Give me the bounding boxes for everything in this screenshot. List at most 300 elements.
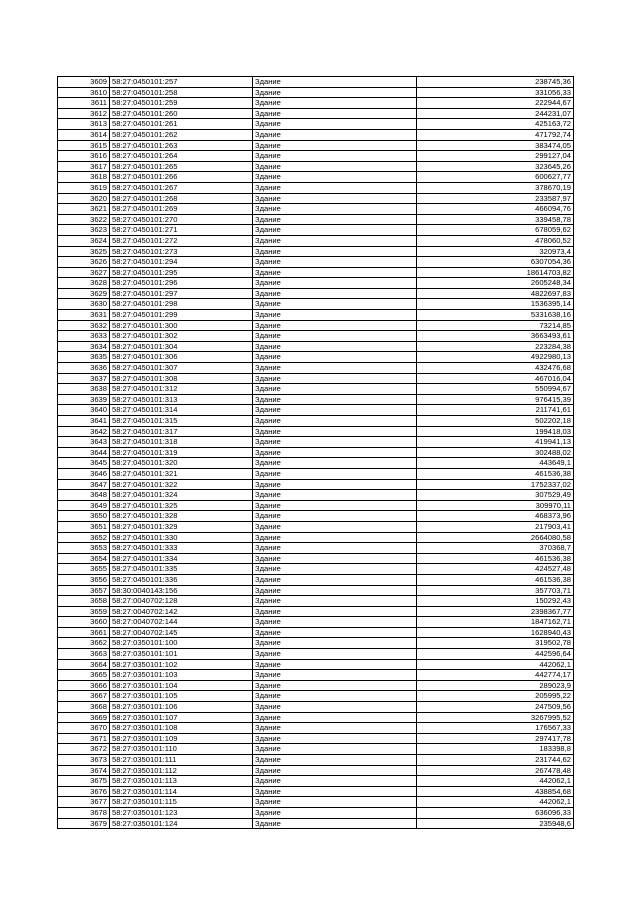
row-number: 3677 bbox=[58, 797, 110, 808]
row-number: 3652 bbox=[58, 532, 110, 543]
object-type: Здание bbox=[253, 288, 417, 299]
table-row bbox=[58, 500, 574, 511]
cadastral-number: 58:27:0450101:269 bbox=[110, 204, 253, 215]
cadastral-number: 58:27:0350101:102 bbox=[110, 659, 253, 670]
cadastral-value: 425163,72 bbox=[417, 119, 574, 130]
table-row bbox=[58, 733, 574, 744]
table-row bbox=[58, 182, 574, 193]
cadastral-value: 211741,61 bbox=[417, 405, 574, 416]
table-row bbox=[58, 468, 574, 479]
object-type: Здание bbox=[253, 797, 417, 808]
table-row bbox=[58, 129, 574, 140]
row-number: 3672 bbox=[58, 744, 110, 755]
table-row bbox=[58, 331, 574, 342]
row-number: 3649 bbox=[58, 500, 110, 511]
cadastral-number: 58:27:0450101:322 bbox=[110, 479, 253, 490]
cadastral-number: 58:27:0450101:317 bbox=[110, 426, 253, 437]
cadastral-value: 461536,38 bbox=[417, 468, 574, 479]
table-row bbox=[58, 776, 574, 787]
row-number: 3613 bbox=[58, 119, 110, 130]
row-number: 3642 bbox=[58, 426, 110, 437]
row-number: 3628 bbox=[58, 278, 110, 289]
table-row bbox=[58, 204, 574, 215]
row-number: 3646 bbox=[58, 468, 110, 479]
cadastral-value: 235948,6 bbox=[417, 818, 574, 829]
cadastral-value: 442596,64 bbox=[417, 649, 574, 660]
cadastral-value: 467016,04 bbox=[417, 373, 574, 384]
row-number: 3629 bbox=[58, 288, 110, 299]
row-number: 3638 bbox=[58, 384, 110, 395]
row-number: 3678 bbox=[58, 807, 110, 818]
cadastral-number: 58:27:0450101:262 bbox=[110, 129, 253, 140]
row-number: 3612 bbox=[58, 108, 110, 119]
table-row bbox=[58, 797, 574, 808]
object-type: Здание bbox=[253, 818, 417, 829]
cadastral-value: 150292,43 bbox=[417, 596, 574, 607]
cadastral-value: 468373,96 bbox=[417, 511, 574, 522]
table-row bbox=[58, 585, 574, 596]
cadastral-number: 58:27:0450101:294 bbox=[110, 257, 253, 268]
object-type: Здание bbox=[253, 384, 417, 395]
cadastral-value: 550994,67 bbox=[417, 384, 574, 395]
object-type: Здание bbox=[253, 172, 417, 183]
row-number: 3655 bbox=[58, 564, 110, 575]
cadastral-value: 976415,39 bbox=[417, 394, 574, 405]
table-row bbox=[58, 172, 574, 183]
cadastral-number: 58:27:0450101:325 bbox=[110, 500, 253, 511]
object-type: Здание bbox=[253, 543, 417, 554]
table-row bbox=[58, 108, 574, 119]
table-row bbox=[58, 394, 574, 405]
cadastral-number: 58:27:0450101:308 bbox=[110, 373, 253, 384]
cadastral-value: 1847162,71 bbox=[417, 617, 574, 628]
object-type: Здание bbox=[253, 108, 417, 119]
object-type: Здание bbox=[253, 193, 417, 204]
table-row bbox=[58, 521, 574, 532]
row-number: 3623 bbox=[58, 225, 110, 236]
table-row bbox=[58, 511, 574, 522]
object-type: Здание bbox=[253, 204, 417, 215]
cadastral-value: 233587,97 bbox=[417, 193, 574, 204]
cadastral-number: 58:27:0450101:264 bbox=[110, 151, 253, 162]
cadastral-number: 58:27:0450101:261 bbox=[110, 119, 253, 130]
object-type: Здание bbox=[253, 596, 417, 607]
cadastral-number: 58:27:0350101:111 bbox=[110, 755, 253, 766]
object-type: Здание bbox=[253, 553, 417, 564]
row-number: 3610 bbox=[58, 87, 110, 98]
cadastral-value: 600627,77 bbox=[417, 172, 574, 183]
cadastral-value: 247509,56 bbox=[417, 702, 574, 713]
table-body bbox=[58, 77, 574, 829]
cadastral-number: 58:27:0350101:103 bbox=[110, 670, 253, 681]
cadastral-value: 199418,03 bbox=[417, 426, 574, 437]
cadastral-number: 58:27:0350101:109 bbox=[110, 733, 253, 744]
object-type: Здание bbox=[253, 659, 417, 670]
table-row bbox=[58, 416, 574, 427]
row-number: 3674 bbox=[58, 765, 110, 776]
cadastral-number: 58:27:0350101:112 bbox=[110, 765, 253, 776]
object-type: Здание bbox=[253, 98, 417, 109]
table-row bbox=[58, 680, 574, 691]
cadastral-value: 478060,52 bbox=[417, 235, 574, 246]
table-row bbox=[58, 702, 574, 713]
cadastral-value: 73214,85 bbox=[417, 320, 574, 331]
table-row bbox=[58, 341, 574, 352]
table-row bbox=[58, 87, 574, 98]
table-row bbox=[58, 140, 574, 151]
cadastral-value: 443649,1 bbox=[417, 458, 574, 469]
row-number: 3667 bbox=[58, 691, 110, 702]
cadastral-value: 419941,13 bbox=[417, 437, 574, 448]
cadastral-value: 217903,41 bbox=[417, 521, 574, 532]
object-type: Здание bbox=[253, 437, 417, 448]
row-number: 3656 bbox=[58, 574, 110, 585]
object-type: Здание bbox=[253, 585, 417, 596]
cadastral-number: 58:27:0450101:319 bbox=[110, 447, 253, 458]
row-number: 3620 bbox=[58, 193, 110, 204]
object-type: Здание bbox=[253, 617, 417, 628]
row-number: 3632 bbox=[58, 320, 110, 331]
table-row bbox=[58, 807, 574, 818]
cadastral-number: 58:27:0450101:328 bbox=[110, 511, 253, 522]
cadastral-number: 58:27:0450101:272 bbox=[110, 235, 253, 246]
cadastral-value: 424527,48 bbox=[417, 564, 574, 575]
table-row bbox=[58, 77, 574, 88]
cadastral-number: 58:27:0450101:320 bbox=[110, 458, 253, 469]
row-number: 3653 bbox=[58, 543, 110, 554]
table-row bbox=[58, 670, 574, 681]
object-type: Здание bbox=[253, 416, 417, 427]
row-number: 3618 bbox=[58, 172, 110, 183]
cadastral-value: 307529,49 bbox=[417, 490, 574, 501]
cadastral-value: 1536395,14 bbox=[417, 299, 574, 310]
table-row bbox=[58, 638, 574, 649]
row-number: 3636 bbox=[58, 363, 110, 374]
cadastral-value: 6307054,36 bbox=[417, 257, 574, 268]
table-row bbox=[58, 723, 574, 734]
cadastral-value: 289023,9 bbox=[417, 680, 574, 691]
cadastral-number: 58:27:0450101:268 bbox=[110, 193, 253, 204]
cadastral-number: 58:27:0450101:258 bbox=[110, 87, 253, 98]
table-row bbox=[58, 267, 574, 278]
object-type: Здание bbox=[253, 246, 417, 257]
object-type: Здание bbox=[253, 511, 417, 522]
object-type: Здание bbox=[253, 680, 417, 691]
cadastral-number: 58:27:0450101:313 bbox=[110, 394, 253, 405]
cadastral-value: 2605248,34 bbox=[417, 278, 574, 289]
table-row bbox=[58, 246, 574, 257]
table-row bbox=[58, 786, 574, 797]
row-number: 3666 bbox=[58, 680, 110, 691]
cadastral-number: 58:27:0350101:110 bbox=[110, 744, 253, 755]
object-type: Здание bbox=[253, 532, 417, 543]
cadastral-number: 58:27:0450101:271 bbox=[110, 225, 253, 236]
object-type: Здание bbox=[253, 129, 417, 140]
cadastral-value: 5331638,16 bbox=[417, 310, 574, 321]
cadastral-value-table bbox=[57, 76, 574, 829]
cadastral-value: 223284,38 bbox=[417, 341, 574, 352]
object-type: Здание bbox=[253, 352, 417, 363]
object-type: Здание bbox=[253, 691, 417, 702]
table-row bbox=[58, 288, 574, 299]
table-row bbox=[58, 712, 574, 723]
cadastral-number: 58:27:0450101:330 bbox=[110, 532, 253, 543]
cadastral-value: 222944,67 bbox=[417, 98, 574, 109]
object-type: Здание bbox=[253, 702, 417, 713]
cadastral-number: 58:27:0350101:107 bbox=[110, 712, 253, 723]
object-type: Здание bbox=[253, 373, 417, 384]
cadastral-number: 58:27:0450101:318 bbox=[110, 437, 253, 448]
cadastral-number: 58:27:0450101:296 bbox=[110, 278, 253, 289]
row-number: 3630 bbox=[58, 299, 110, 310]
object-type: Здание bbox=[253, 638, 417, 649]
object-type: Здание bbox=[253, 119, 417, 130]
table-row bbox=[58, 755, 574, 766]
cadastral-number: 58:27:0350101:106 bbox=[110, 702, 253, 713]
object-type: Здание bbox=[253, 468, 417, 479]
row-number: 3673 bbox=[58, 755, 110, 766]
object-type: Здание bbox=[253, 426, 417, 437]
cadastral-number: 58:27:0450101:270 bbox=[110, 214, 253, 225]
row-number: 3647 bbox=[58, 479, 110, 490]
row-number: 3679 bbox=[58, 818, 110, 829]
table-row bbox=[58, 458, 574, 469]
table-row bbox=[58, 659, 574, 670]
cadastral-number: 58:27:0350101:124 bbox=[110, 818, 253, 829]
object-type: Здание bbox=[253, 267, 417, 278]
object-type: Здание bbox=[253, 405, 417, 416]
cadastral-value: 378670,19 bbox=[417, 182, 574, 193]
cadastral-number: 58:27:0450101:302 bbox=[110, 331, 253, 342]
table-row bbox=[58, 543, 574, 554]
row-number: 3659 bbox=[58, 606, 110, 617]
cadastral-value: 3267995,52 bbox=[417, 712, 574, 723]
cadastral-value: 466094,76 bbox=[417, 204, 574, 215]
table-row bbox=[58, 627, 574, 638]
row-number: 3639 bbox=[58, 394, 110, 405]
table-row bbox=[58, 490, 574, 501]
table-row bbox=[58, 373, 574, 384]
cadastral-value: 357703,71 bbox=[417, 585, 574, 596]
table-row bbox=[58, 405, 574, 416]
cadastral-value: 309970,11 bbox=[417, 500, 574, 511]
table-row bbox=[58, 744, 574, 755]
cadastral-number: 58:27:0040702:142 bbox=[110, 606, 253, 617]
cadastral-value: 302488,02 bbox=[417, 447, 574, 458]
object-type: Здание bbox=[253, 77, 417, 88]
row-number: 3651 bbox=[58, 521, 110, 532]
cadastral-value: 339458,78 bbox=[417, 214, 574, 225]
object-type: Здание bbox=[253, 712, 417, 723]
cadastral-value: 678059,62 bbox=[417, 225, 574, 236]
object-type: Здание bbox=[253, 574, 417, 585]
table-row bbox=[58, 278, 574, 289]
cadastral-number: 58:27:0040702:144 bbox=[110, 617, 253, 628]
cadastral-value: 370368,7 bbox=[417, 543, 574, 554]
table-row bbox=[58, 532, 574, 543]
cadastral-value: 231744,62 bbox=[417, 755, 574, 766]
table-row bbox=[58, 257, 574, 268]
cadastral-number: 58:27:0450101:321 bbox=[110, 468, 253, 479]
cadastral-value: 432476,68 bbox=[417, 363, 574, 374]
cadastral-value: 183398,8 bbox=[417, 744, 574, 755]
table-row bbox=[58, 437, 574, 448]
table-row bbox=[58, 384, 574, 395]
cadastral-value: 299127,04 bbox=[417, 151, 574, 162]
cadastral-number: 58:30:0040143:156 bbox=[110, 585, 253, 596]
object-type: Здание bbox=[253, 479, 417, 490]
object-type: Здание bbox=[253, 257, 417, 268]
table-row bbox=[58, 235, 574, 246]
row-number: 3634 bbox=[58, 341, 110, 352]
table-row bbox=[58, 320, 574, 331]
cadastral-value: 3663493,61 bbox=[417, 331, 574, 342]
table-row bbox=[58, 479, 574, 490]
row-number: 3637 bbox=[58, 373, 110, 384]
cadastral-number: 58:27:0040702:145 bbox=[110, 627, 253, 638]
cadastral-number: 58:27:0450101:329 bbox=[110, 521, 253, 532]
object-type: Здание bbox=[253, 394, 417, 405]
table-row bbox=[58, 649, 574, 660]
cadastral-number: 58:27:0450101:306 bbox=[110, 352, 253, 363]
row-number: 3657 bbox=[58, 585, 110, 596]
cadastral-value: 4822697,83 bbox=[417, 288, 574, 299]
row-number: 3609 bbox=[58, 77, 110, 88]
row-number: 3611 bbox=[58, 98, 110, 109]
cadastral-value: 205995,22 bbox=[417, 691, 574, 702]
table-row bbox=[58, 691, 574, 702]
cadastral-number: 58:27:0450101:315 bbox=[110, 416, 253, 427]
cadastral-value: 320973,4 bbox=[417, 246, 574, 257]
cadastral-value: 461536,38 bbox=[417, 574, 574, 585]
cadastral-number: 58:27:0040702:128 bbox=[110, 596, 253, 607]
object-type: Здание bbox=[253, 140, 417, 151]
row-number: 3614 bbox=[58, 129, 110, 140]
object-type: Здание bbox=[253, 87, 417, 98]
object-type: Здание bbox=[253, 649, 417, 660]
cadastral-number: 58:27:0350101:113 bbox=[110, 776, 253, 787]
cadastral-value: 1752337,02 bbox=[417, 479, 574, 490]
row-number: 3670 bbox=[58, 723, 110, 734]
row-number: 3633 bbox=[58, 331, 110, 342]
table-row bbox=[58, 225, 574, 236]
cadastral-number: 58:27:0450101:297 bbox=[110, 288, 253, 299]
cadastral-number: 58:27:0450101:260 bbox=[110, 108, 253, 119]
table-row bbox=[58, 818, 574, 829]
table-row bbox=[58, 363, 574, 374]
cadastral-value: 18614703,82 bbox=[417, 267, 574, 278]
cadastral-value: 471792,74 bbox=[417, 129, 574, 140]
cadastral-number: 58:27:0350101:100 bbox=[110, 638, 253, 649]
row-number: 3624 bbox=[58, 235, 110, 246]
object-type: Здание bbox=[253, 161, 417, 172]
cadastral-value: 442774,17 bbox=[417, 670, 574, 681]
cadastral-value: 2398367,77 bbox=[417, 606, 574, 617]
row-number: 3644 bbox=[58, 447, 110, 458]
cadastral-number: 58:27:0450101:304 bbox=[110, 341, 253, 352]
object-type: Здание bbox=[253, 447, 417, 458]
table-row bbox=[58, 352, 574, 363]
cadastral-number: 58:27:0450101:324 bbox=[110, 490, 253, 501]
cadastral-number: 58:27:0450101:263 bbox=[110, 140, 253, 151]
cadastral-value: 442062,1 bbox=[417, 797, 574, 808]
object-type: Здание bbox=[253, 151, 417, 162]
cadastral-value: 4922980,13 bbox=[417, 352, 574, 363]
object-type: Здание bbox=[253, 331, 417, 342]
object-type: Здание bbox=[253, 490, 417, 501]
object-type: Здание bbox=[253, 363, 417, 374]
object-type: Здание bbox=[253, 564, 417, 575]
row-number: 3619 bbox=[58, 182, 110, 193]
object-type: Здание bbox=[253, 235, 417, 246]
cadastral-number: 58:27:0450101:299 bbox=[110, 310, 253, 321]
row-number: 3641 bbox=[58, 416, 110, 427]
cadastral-value: 1628940,43 bbox=[417, 627, 574, 638]
cadastral-number: 58:27:0450101:273 bbox=[110, 246, 253, 257]
cadastral-number: 58:27:0350101:104 bbox=[110, 680, 253, 691]
object-type: Здание bbox=[253, 776, 417, 787]
cadastral-number: 58:27:0450101:335 bbox=[110, 564, 253, 575]
row-number: 3648 bbox=[58, 490, 110, 501]
row-number: 3621 bbox=[58, 204, 110, 215]
object-type: Здание bbox=[253, 606, 417, 617]
row-number: 3661 bbox=[58, 627, 110, 638]
cadastral-number: 58:27:0450101:267 bbox=[110, 182, 253, 193]
cadastral-number: 58:27:0450101:298 bbox=[110, 299, 253, 310]
row-number: 3663 bbox=[58, 649, 110, 660]
row-number: 3635 bbox=[58, 352, 110, 363]
cadastral-number: 58:27:0450101:265 bbox=[110, 161, 253, 172]
table-row bbox=[58, 299, 574, 310]
cadastral-value: 176567,33 bbox=[417, 723, 574, 734]
cadastral-value: 238745,36 bbox=[417, 77, 574, 88]
cadastral-value: 438854,68 bbox=[417, 786, 574, 797]
row-number: 3662 bbox=[58, 638, 110, 649]
cadastral-number: 58:27:0450101:300 bbox=[110, 320, 253, 331]
row-number: 3645 bbox=[58, 458, 110, 469]
cadastral-number: 58:27:0350101:123 bbox=[110, 807, 253, 818]
cadastral-number: 58:27:0450101:295 bbox=[110, 267, 253, 278]
table-row bbox=[58, 193, 574, 204]
row-number: 3676 bbox=[58, 786, 110, 797]
row-number: 3616 bbox=[58, 151, 110, 162]
row-number: 3643 bbox=[58, 437, 110, 448]
table-row bbox=[58, 447, 574, 458]
row-number: 3627 bbox=[58, 267, 110, 278]
cadastral-value: 244231,07 bbox=[417, 108, 574, 119]
object-type: Здание bbox=[253, 765, 417, 776]
table-row bbox=[58, 765, 574, 776]
cadastral-value: 297417,78 bbox=[417, 733, 574, 744]
table-row bbox=[58, 564, 574, 575]
row-number: 3626 bbox=[58, 257, 110, 268]
cadastral-number: 58:27:0450101:336 bbox=[110, 574, 253, 585]
object-type: Здание bbox=[253, 278, 417, 289]
cadastral-value: 323645,26 bbox=[417, 161, 574, 172]
row-number: 3665 bbox=[58, 670, 110, 681]
cadastral-number: 58:27:0450101:257 bbox=[110, 77, 253, 88]
cadastral-value: 442062,1 bbox=[417, 776, 574, 787]
object-type: Здание bbox=[253, 320, 417, 331]
row-number: 3664 bbox=[58, 659, 110, 670]
row-number: 3668 bbox=[58, 702, 110, 713]
object-type: Здание bbox=[253, 744, 417, 755]
cadastral-value: 383474,05 bbox=[417, 140, 574, 151]
row-number: 3631 bbox=[58, 310, 110, 321]
cadastral-value: 502202,18 bbox=[417, 416, 574, 427]
table-row bbox=[58, 606, 574, 617]
table-row bbox=[58, 310, 574, 321]
